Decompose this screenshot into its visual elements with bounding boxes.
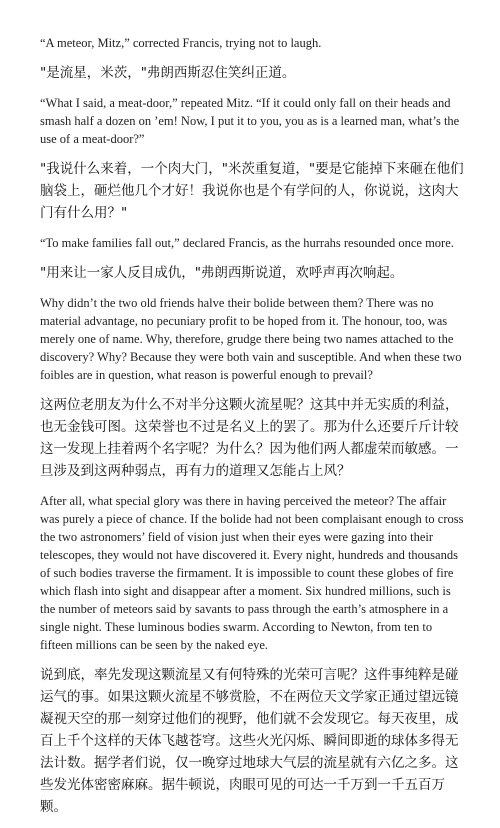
paragraph-chinese: 说到底，率先发现这颗流星又有何特殊的光荣可言呢？这件事纯粹是碰运气的事。如果这颗火流星不够赏脸，不在两位天文学家正通过望远镜凝视天空的那一刻穿过他们的视野，他们就不会发现它。每天夜里，成百上千个这样的天体飞越苍穹。这些火光闪烁、瞬间即逝的球体多得无法计数。据学者们说，仅一晚穿过地球大气层的流星就有六亿之多。这些发光体密密麻麻。据牛顿说，肉眼可见的可达一千万到一千五百万颗。	[40, 667, 459, 815]
paragraph-english: After all, what special glory was there in having perceived the meteor? The affair was purely a piece of chance. If the bolide had not been complaisant enough to cross the two astronomers’ field of vision just when their eyes were gazing into their telescopes, they would not have discovered it. Every night, hundreds and thousands of such bodies traverse the firmament. It is impossible to count these globes of fire which flash into sight and disappear after a moment. Six hundred millions, such is the number of meteors said by savants to pass through the earth’s atmosphere in a single night. These luminous bodies swarm. According to Newton, from ten to fifteen millions can be seen by the naked eye.	[40, 494, 464, 652]
paragraph-chinese: "是流星，米茨，"弗朗西斯忍住笑纠正道。	[40, 65, 296, 81]
paragraph-english: “What I said, a meat-door,” repeated Mitz. “If it could only fall on their heads and smash half a dozen on ’em! Now, I put it to you, you as is a learned man, what’s the use of a meat-door?”	[40, 96, 460, 146]
document-page	[40, 34, 466, 828]
paragraph-chinese: "我说什么来着，一个肉大门，"米茨重复道，"要是它能掉下来砸在他们脑袋上，砸烂他几个才好！我说你也是个有学问的人，你说说，这肉大门有什么用？"	[40, 161, 464, 221]
paragraph-chinese: "用来让一家人反目成仇，"弗朗西斯说道，欢呼声再次响起。	[40, 265, 404, 281]
paragraph-english: “To make families fall out,” declared Francis, as the hurrahs resounded once more.	[40, 236, 454, 250]
paragraph-english: “A meteor, Mitz,” corrected Francis, trying not to laugh.	[40, 36, 322, 50]
paragraph-chinese: 这两位老朋友为什么不对半分这颗火流星呢？这其中并无实质的利益，也无金钱可图。这荣誉也不过是名义上的罢了。那为什么还要斤斤计较这一发现上挂着两个名字呢？为什么？因为他们两人都虚荣而敏感。一旦涉及到这两种弱点，再有力的道理又怎能占上风？	[40, 397, 459, 479]
paragraph-english: Why didn’t the two old friends halve their bolide between them? There was no material advantage, no pecuniary profit to be hoped from it. The honour, too, was merely one of name. Why, therefore, grudge there being two names attached to the discovery? Why? Because they were both vain and susceptible. And when these two foibles are in question, what reason is powerful enough to prevail?	[40, 296, 462, 382]
